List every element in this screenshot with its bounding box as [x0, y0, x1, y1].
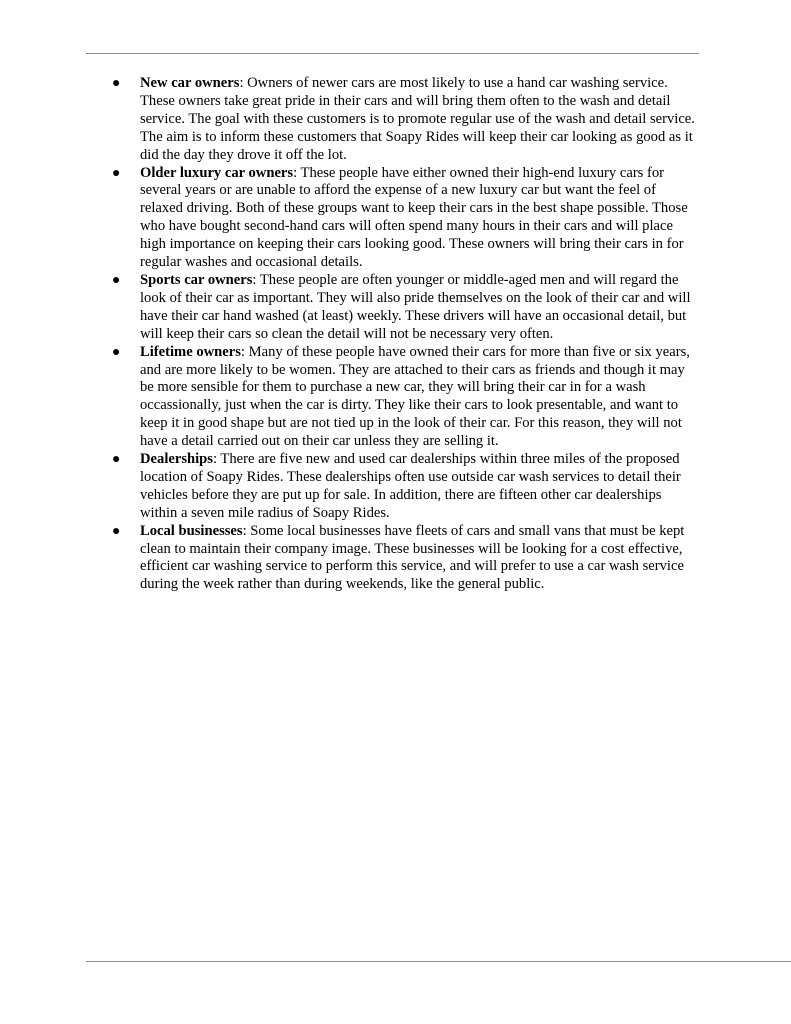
- list-item: [86, 523, 700, 595]
- bullet-icon: ●: [112, 452, 121, 468]
- list-item: [86, 75, 700, 165]
- list-item: [86, 272, 700, 344]
- segment-term: Older luxury car owners: [140, 164, 294, 181]
- bullet-icon: ●: [112, 165, 121, 181]
- bullet-icon: ●: [112, 344, 121, 360]
- segment-description: : These people are often younger or middle-aged men and will regard the look of their car as important. They will also pride themselves on the look of their car and will have their car hand washed (at least) weekly. These drivers will have an occasional detail, but will keep their cars so clean the detail will not be necessary very often.: [140, 271, 691, 342]
- segment-description: : Owners of newer cars are most likely to use a hand car washing service. These owners take great pride in their cars and will bring them often to the wash and detail service. The goal with these customers is to promote regular use of the wash and detail service. The aim is to inform these customers that Soapy Rides will keep their car looking as good as it did the day they drove it off the lot.: [140, 75, 695, 163]
- list-item: [86, 344, 700, 451]
- segment-term: Dealerships: [140, 451, 213, 468]
- header-rule: [86, 53, 699, 54]
- bullet-icon: ●: [112, 76, 121, 91]
- customer-segment-list: [86, 75, 700, 594]
- segment-term: Local businesses: [140, 522, 243, 539]
- footer-rule: [86, 961, 791, 962]
- bullet-icon: ●: [112, 272, 121, 288]
- list-item: [86, 451, 700, 523]
- document-body: [86, 75, 700, 594]
- segment-description: : These people have either owned their high-end luxury cars for several years or are unable to afford the expense of a new luxury car but want the feel of relaxed driving. Both of these groups want to keep their cars in the best shape possible. Those who have bought second-hand cars will often spend many hours in their cars and will place high importance on keeping their cars looking good. These owners will bring their cars in for regular washes and occasional details.: [140, 164, 688, 271]
- segment-term: Lifetime owners: [140, 343, 241, 360]
- list-item: [86, 165, 700, 272]
- segment-description: : Many of these people have owned their cars for more than five or six years, and are more likely to be women. They are attached to their cars as friends and though it may be more sensible for them to purchase a new car, they will bring their car in for a wash occassionally, just when the car is dirty. They like their cars to look presentable, and want to keep it in good shape but are not tied up in the look of their car. For this reason, they will not have a detail carried out on their car unless they are selling it.: [140, 343, 690, 450]
- bullet-icon: ●: [112, 523, 121, 539]
- segment-term: New car owners: [140, 75, 240, 91]
- segment-description: : Some local businesses have fleets of cars and small vans that must be kept clean to maintain their company image. These businesses will be looking for a cost effective, efficient car washing service to perform this service, and will prefer to use a car wash service during the week rather than during weekends, like the general public.: [140, 522, 685, 593]
- segment-description: : There are five new and used car dealerships within three miles of the proposed location of Soapy Rides. These dealerships often use outside car wash services to detail their vehicles before they are put up for sale. In addition, there are fifteen other car dealerships within a seven mile radius of Soapy Rides.: [140, 451, 681, 521]
- segment-term: Sports car owners: [140, 271, 253, 288]
